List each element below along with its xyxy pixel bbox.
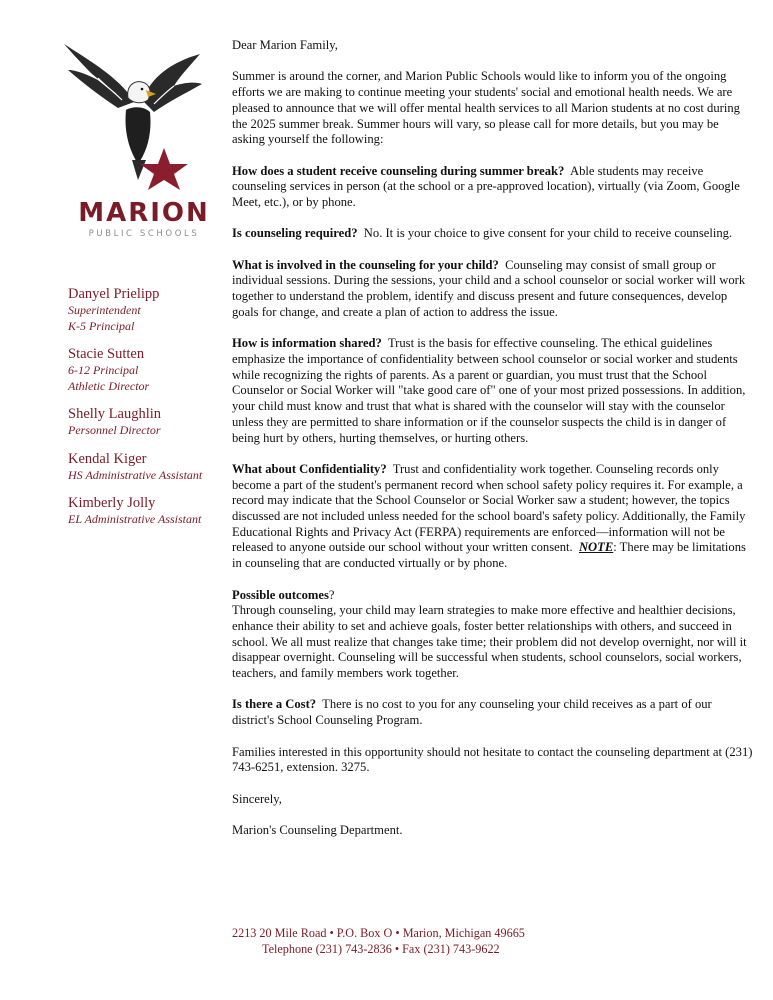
section-body: No. It is your choice to give consent for your child to receive counseling. <box>363 226 733 241</box>
staff-title: HS Administrative Assistant <box>68 467 203 482</box>
staff-name: Kendal Kiger <box>68 450 147 467</box>
cost-paragraph <box>232 697 754 728</box>
signature: Marion's Counseling Department. <box>232 822 403 837</box>
staff-title: EL Administrative Assistant <box>68 512 202 526</box>
footer-phone: Telephone (231) 743-2836 • Fax (231) 743-9622 <box>262 941 500 956</box>
section-heading: Is there a Cost? <box>232 697 317 712</box>
logo-subtitle: PUBLIC SCHOOLS <box>88 229 200 239</box>
staff-entry <box>68 494 228 528</box>
eagle-icon <box>62 40 214 200</box>
intro-paragraph: Summer is around the corner, and Marion Public Schools would like to inform you of the ongoing efforts we are making to continue meeting your students' social and emotional health needs. We are pleased to announce that we will offer mental health services to all Marion students at no cost during the 2025 summer break. Summer hours will vary, so please call for more details, but you may be asking yourself the following: <box>232 69 740 147</box>
section-body: Through counseling, your child may learn strategies to make more effective and healthier decisions, enhance their ability to set and achieve goals, foster better relationships with others, and succeed in school. We all must realize that changes take time; their problem did not develop overnight, nor will it disappear overnight. Counseling will be successful when students, school counselors, social workers, teachers, and family members work together. <box>232 603 747 681</box>
staff-entry <box>68 285 228 334</box>
section-paragraph <box>232 336 754 446</box>
section-body: Counseling may consist of small group or individual sessions. During the sessions, your child and a school counselor or social worker will work together to understand the problem, identify and discuss present and future consequences, develop goals for change, and create a plan of action to address the issue. <box>232 257 746 319</box>
staff-title: K-5 Principal <box>68 318 135 333</box>
staff-entry <box>68 450 228 484</box>
staff-name: Danyel Prielipp <box>68 286 160 302</box>
section-heading: What is involved in the counseling for your child? <box>232 257 499 272</box>
section-paragraph <box>232 258 754 321</box>
staff-entry <box>68 405 228 439</box>
staff-directory <box>68 285 228 539</box>
greeting: Dear Marion Family, <box>232 38 338 52</box>
note-label: NOTE <box>578 540 614 555</box>
outcomes-paragraph <box>232 588 754 682</box>
staff-name: Stacie Sutten <box>68 346 145 362</box>
section-paragraph <box>232 164 754 211</box>
section-heading: How does a student receive counseling during summer break? <box>232 163 565 178</box>
sidebar <box>0 0 225 1000</box>
staff-title: Personnel Director <box>68 423 161 437</box>
section-heading: Is counseling required? <box>232 226 358 241</box>
section-body: Trust is the basis for effective counseling. The ethical guidelines emphasize the importance of confidentiality between school counselor or social worker and students while recognizing the rights of parents. As a parent or guardian, you must trust that the School Counselor or Social Worker will "take good care of" one of your most prized possessions. In addition, your child must know and trust that what is shared with the counselor will stay with the counselor unless they are permitted to share information or if the counselor suspects the child is in danger of being hurt by others, hurting themselves, or hurting others. <box>232 336 746 445</box>
footer-address: 2213 20 Mile Road • P.O. Box O • Marion, Michigan 49665 <box>232 926 525 940</box>
staff-title: 6-12 Principal <box>68 363 139 377</box>
district-logo <box>62 40 214 240</box>
signoff: Sincerely, <box>232 791 282 806</box>
confidentiality-paragraph <box>232 462 754 572</box>
contact-paragraph: Families interested in this opportunity should not hesitate to contact the counseling department at (231) 743-6251, extension. 3275. <box>232 744 753 775</box>
note-text: : There may be limitations in counseling that are conducted virtually or by phone. <box>232 540 746 571</box>
letter-body <box>232 38 754 854</box>
section-heading: Possible outcomes <box>232 587 329 602</box>
heading-suffix: ? <box>328 587 335 602</box>
section-heading: What about Confidentiality? <box>232 461 387 476</box>
section-paragraph <box>232 226 754 242</box>
staff-title: Athletic Director <box>68 378 150 393</box>
staff-name: Shelly Laughlin <box>68 406 162 422</box>
section-body: There is no cost to you for any counseling your child receives as a part of our district's School Counseling Program. <box>232 697 712 728</box>
staff-title: Superintendent <box>68 303 141 317</box>
section-body: Trust and confidentiality work together. Counseling records only become a part of the student's permanent record when school safety policy requires it. For example, a record may indicate that the School Counselor or Social Worker saw a student; however, the topics discussed are not included unless needed for the school board's safety policy. Additionally, the Family Educational Rights and Privacy Act (FERPA) requirements are enforced—information will not be released to anyone outside our school without your written consent. <box>232 461 746 555</box>
letterhead-footer <box>232 926 552 957</box>
logo-wordmark: MARION <box>78 198 210 228</box>
staff-name: Kimberly Jolly <box>68 495 156 511</box>
staff-entry <box>68 345 228 394</box>
section-heading: How is information shared? <box>232 336 382 351</box>
section-body: Able students may receive counseling services in person (at the school or a pre-approved location), virtually (via Zoom, Google Meet, etc.), or by phone. <box>232 163 740 209</box>
